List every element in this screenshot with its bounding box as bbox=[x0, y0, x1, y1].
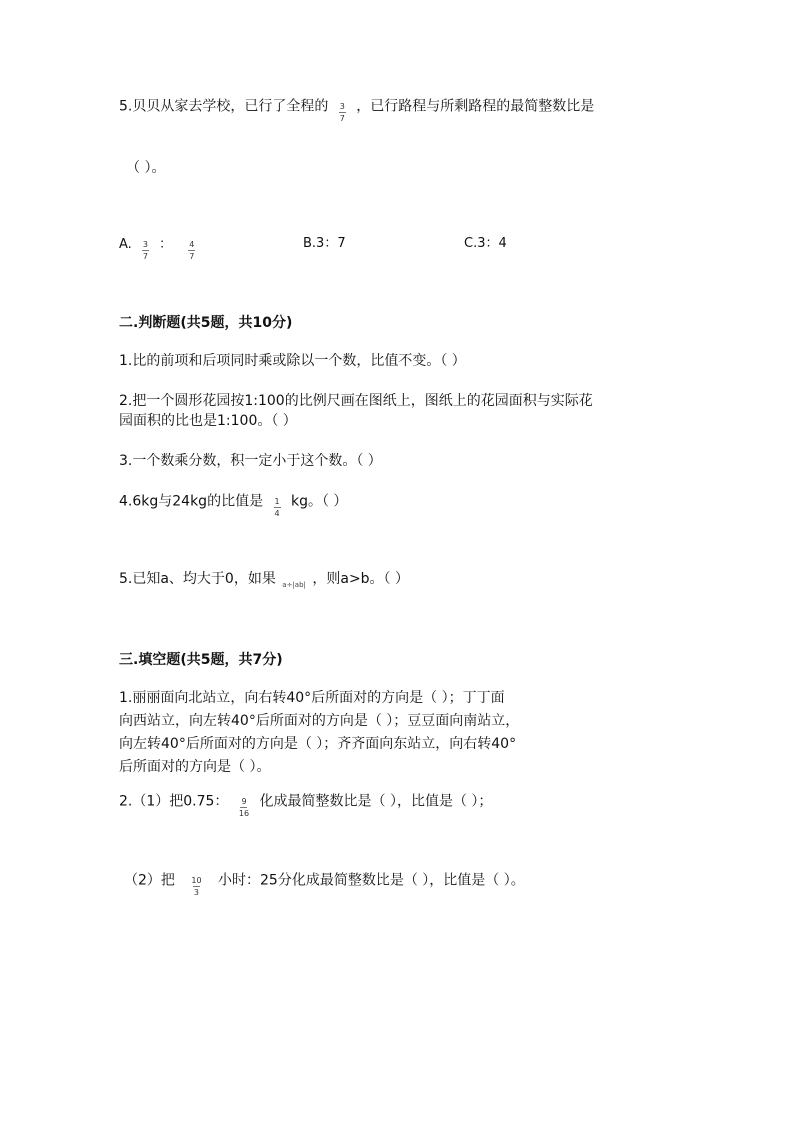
judge-q5-expression: a÷|ab| bbox=[282, 581, 306, 589]
q5-stem-part1: 5.贝贝从家去学校，已行了全程的 bbox=[119, 98, 329, 115]
fill-q2-part1: 2.（1）把0.75： $\frac{9}{16}$ 化成最简整数比是（ ），比值是（ ）； bbox=[119, 793, 493, 818]
fill-q1-line2: 向西站立，向左转40°后所面对的方向是（ ）；豆豆面向南站立， bbox=[119, 713, 520, 729]
judge-q4: 4.6kg与24kg的比值是 $\frac{1}{4}$ kg。（ ） bbox=[119, 493, 348, 518]
q5-answer-paren: （ ）。 bbox=[126, 160, 166, 176]
fill-q1-line3: 向左转40°后所面对的方向是（ ）；齐齐面向东站立，向右转40° bbox=[119, 736, 517, 752]
fill-q2-part2: （2）把 $\frac{10}{3}$ 小时：25分化成最简整数比是（ ），比值是（ ）。 bbox=[124, 872, 525, 897]
q5-option-b[interactable]: B.3：7 bbox=[303, 236, 346, 251]
judge-q3: 3.一个数乘分数，积一定小于这个数。（ ） bbox=[119, 453, 382, 469]
judge-q2-line1: 2.把一个圆形花园按1:100的比例尺画在图纸上，图纸上的花园面积与实际花 bbox=[119, 393, 593, 409]
judge-q1: 1.比的前项和后项同时乘或除以一个数，比值不变。（ ） bbox=[119, 353, 466, 369]
q5-fraction: $\frac{3}{7}$ bbox=[339, 102, 345, 123]
option-a-fraction-2: $\frac{4}{7}$ bbox=[189, 240, 195, 261]
fill-q2-fraction: $\frac{9}{16}$ bbox=[238, 797, 250, 818]
q5-stem bbox=[119, 96, 595, 123]
judge-q2-line2: 园面积的比也是1:100。（ ） bbox=[119, 413, 297, 429]
section2-heading: 二.判断题(共5题，共10分) bbox=[119, 315, 293, 331]
option-a-fraction-1: $\frac{3}{7}$ bbox=[142, 240, 148, 261]
fill-q1-line1: 1.丽丽面向北站立，向右转40°后所面对的方向是（ ）；丁丁面 bbox=[119, 690, 505, 706]
q5-option-a[interactable]: A. $\frac{3}{7}$ ： $\frac{4}{7}$ bbox=[119, 237, 195, 261]
q5-stem-part2: ，已行路程与所剩路程的最简整数比是 bbox=[356, 98, 595, 115]
judge-q5: 5.已知a、均大于0，如果 a÷|ab| ，则a>b。（ ） bbox=[119, 569, 409, 589]
fill-q1-line4: 后所面对的方向是（ ）。 bbox=[119, 759, 271, 775]
judge-q4-fraction: $\frac{1}{4}$ bbox=[274, 497, 280, 518]
fill-q2-part2-fraction: $\frac{10}{3}$ bbox=[191, 876, 202, 897]
section3-heading: 三.填空题(共5题，共7分) bbox=[119, 652, 283, 668]
q5-option-c[interactable]: C.3：4 bbox=[464, 236, 507, 251]
